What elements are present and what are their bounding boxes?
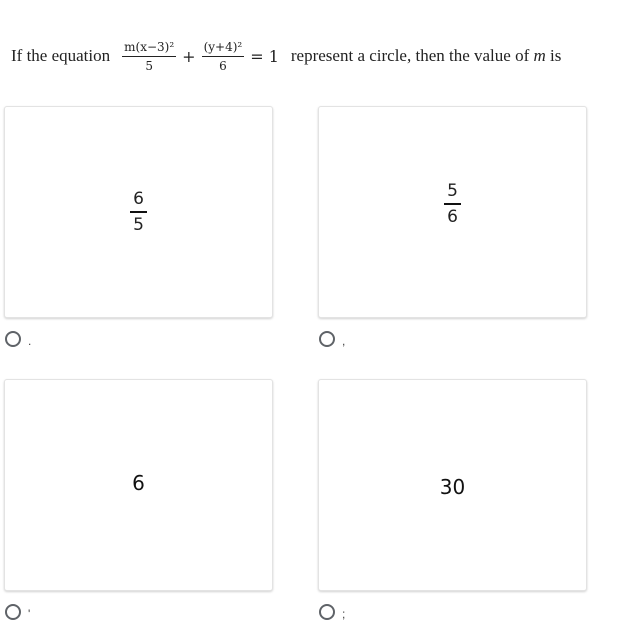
equation-fraction-2-numerator: (y+4)² bbox=[202, 40, 245, 57]
option-a-fraction bbox=[130, 190, 147, 234]
option-card-b[interactable] bbox=[318, 106, 587, 318]
option-card-c[interactable] bbox=[4, 379, 273, 591]
question-suffix: represent a circle, then the value of bbox=[290, 46, 530, 65]
option-d-label: ; bbox=[342, 607, 346, 621]
option-b-label: , bbox=[342, 334, 346, 348]
option-c-value: 6 bbox=[132, 471, 145, 495]
option-card-d[interactable] bbox=[318, 379, 587, 591]
option-card-a[interactable] bbox=[4, 106, 273, 318]
option-c-label: ' bbox=[28, 607, 31, 621]
equation-fraction-2-denominator: 6 bbox=[219, 58, 227, 73]
option-a-radio[interactable] bbox=[5, 331, 21, 347]
option-b-numerator: 5 bbox=[444, 182, 461, 205]
equation-equals: = 1 bbox=[250, 46, 279, 66]
equation-plus: + bbox=[182, 46, 196, 66]
option-b-radio-row[interactable] bbox=[319, 331, 345, 347]
option-a-denominator: 5 bbox=[133, 215, 144, 235]
option-b-radio[interactable] bbox=[319, 331, 335, 347]
equation-fraction-1-denominator: 5 bbox=[145, 58, 153, 73]
equation-fraction-1 bbox=[122, 40, 176, 73]
option-a-label: . bbox=[28, 334, 32, 348]
option-d-radio-row[interactable] bbox=[319, 604, 345, 620]
option-c-radio-row[interactable] bbox=[5, 604, 30, 620]
option-a-radio-row[interactable] bbox=[5, 331, 31, 347]
option-a-numerator: 6 bbox=[130, 190, 147, 213]
question-text bbox=[11, 34, 561, 78]
option-d-radio[interactable] bbox=[319, 604, 335, 620]
question-end: is bbox=[550, 46, 562, 65]
equation-fraction-1-numerator: m(x−3)² bbox=[122, 40, 176, 57]
question-prefix: If the equation bbox=[11, 46, 111, 65]
option-b-fraction bbox=[444, 182, 461, 226]
option-d-value: 30 bbox=[439, 475, 466, 499]
question-variable: m bbox=[533, 46, 546, 65]
question-equation bbox=[120, 40, 283, 73]
option-b-denominator: 6 bbox=[447, 207, 458, 227]
equation-fraction-2 bbox=[202, 40, 245, 73]
option-c-radio[interactable] bbox=[5, 604, 21, 620]
